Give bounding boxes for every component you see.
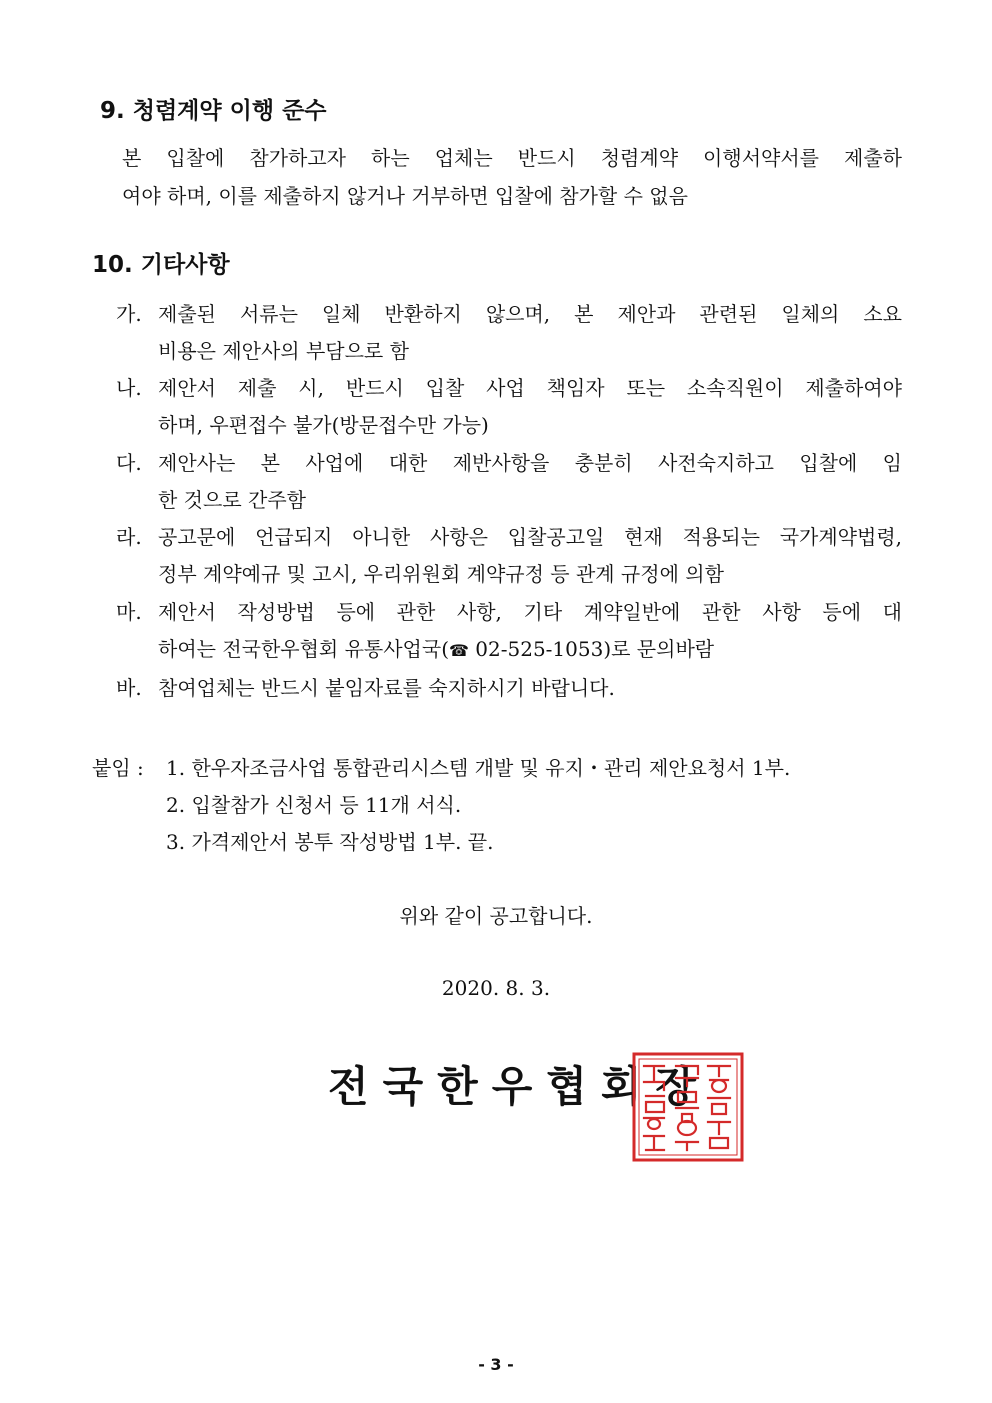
- announcement-date: 2020. 8. 3.: [441, 976, 551, 1000]
- item-na-line-1: 제안서 제출 시, 반드시 입찰 사업 책임자 또는 소속직원이 제출하여야: [158, 376, 902, 400]
- page-number: - 3 -: [478, 1355, 514, 1374]
- item-ra-line-1: 공고문에 언급되지 아니한 사항은 입찰공고일 현재 적용되는 국가계약법령,: [158, 525, 902, 549]
- item-marker-ra: 라.: [116, 525, 142, 549]
- item-marker-ba: 바.: [116, 676, 142, 700]
- item-ma-line-2-post: 02-525-1053)로 문의바람: [468, 637, 715, 661]
- item-da-line-1: 제안사는 본 사업에 대한 제반사항을 충분히 사전숙지하고 입찰에 임: [158, 451, 902, 475]
- item-marker-ma: 마.: [116, 600, 142, 624]
- item-ma-line-1: 제안서 작성방법 등에 관한 사항, 기타 계약일반에 관한 사항 등에 대: [158, 600, 902, 624]
- section-10-heading: 10. 기타사항: [92, 252, 230, 278]
- item-marker-na: 나.: [116, 376, 142, 400]
- attachment-item-3: 3. 가격제안서 봉투 작성방법 1부. 끝.: [166, 830, 494, 854]
- item-da-line-2: 한 것으로 간주함: [158, 488, 306, 512]
- official-seal-icon: [632, 1052, 744, 1162]
- item-marker-ga: 가.: [116, 302, 142, 326]
- item-ra-line-2: 정부 계약예규 및 고시, 우리위원회 계약규정 등 관계 규정에 의함: [158, 562, 724, 586]
- attachment-item-1: 1. 한우자조금사업 통합관리시스템 개발 및 유지・관리 제안요청서 1부.: [166, 756, 791, 780]
- closing-statement: 위와 같이 공고합니다.: [399, 904, 593, 928]
- issuer-signature: 전국한우협회장: [328, 1062, 711, 1111]
- attachment-label: 붙임 :: [92, 756, 144, 780]
- item-ga-line-2: 비용은 제안사의 부담으로 함: [158, 339, 409, 363]
- item-ga-line-1: 제출된 서류는 일체 반환하지 않으며, 본 제안과 관련된 일체의 소요: [158, 302, 902, 326]
- section-9-heading: 9. 청렴계약 이행 준수: [100, 98, 327, 124]
- section-9-line-1: 본 입찰에 참가하고자 하는 업체는 반드시 청렴계약 이행서약서를 제출하: [122, 146, 902, 170]
- item-ma-line-2-pre: 하여는 전국한우협회 유통사업국(: [158, 637, 449, 661]
- item-ma-line-2: [158, 633, 714, 662]
- phone-icon: ☎: [449, 641, 469, 660]
- section-9-line-2: 여야 하며, 이를 제출하지 않거나 거부하면 입찰에 참가할 수 없음: [122, 184, 688, 208]
- attachment-item-2: 2. 입찰참가 신청서 등 11개 서식.: [166, 793, 462, 817]
- item-ba-line-1: 참여업체는 반드시 붙임자료를 숙지하시기 바랍니다.: [158, 676, 615, 700]
- item-na-line-2: 하며, 우편접수 불가(방문접수만 가능): [158, 413, 489, 437]
- item-marker-da: 다.: [116, 451, 142, 475]
